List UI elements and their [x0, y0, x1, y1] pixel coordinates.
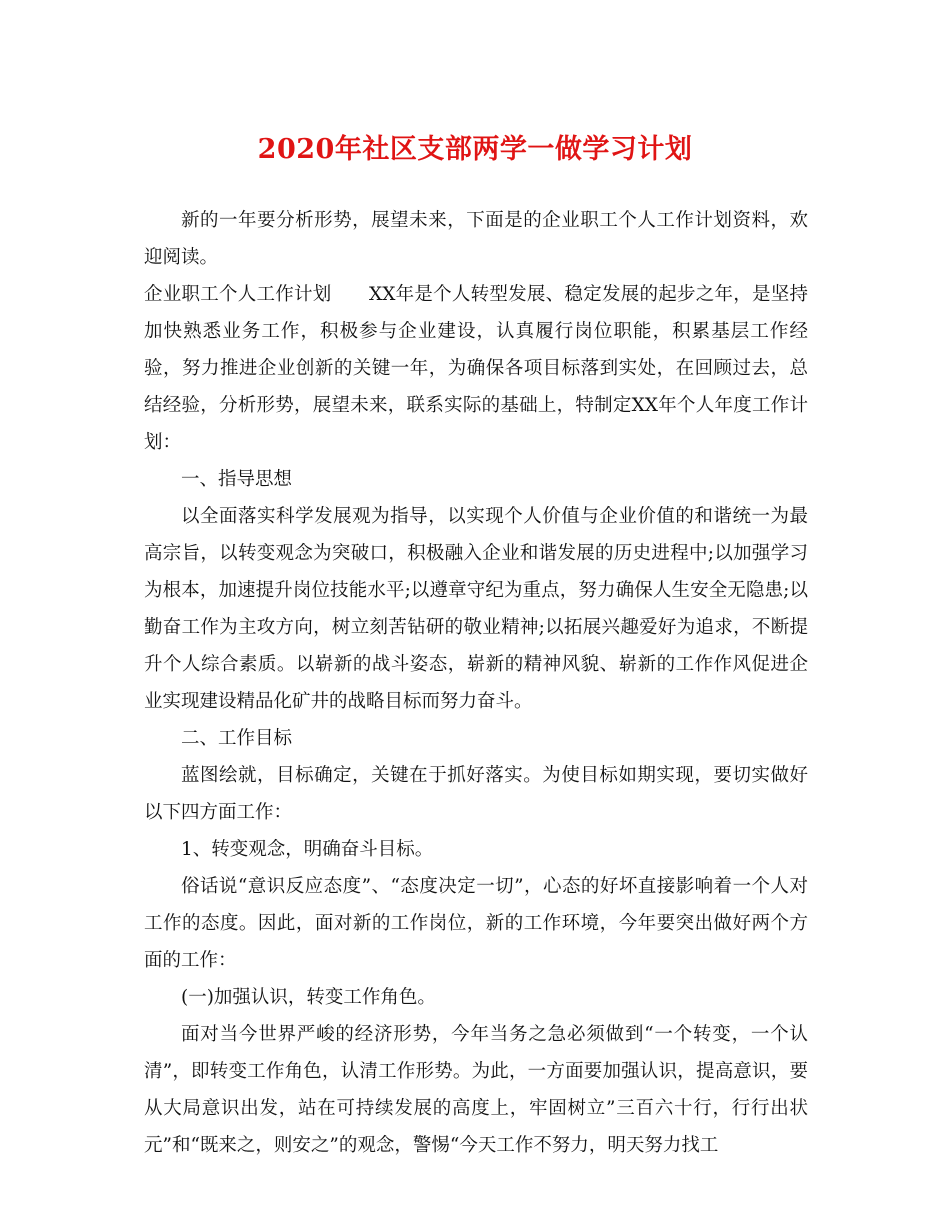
paragraph-economic-situation: 面对当今世界严峻的经济形势，今年当务之急必须做到“一个转变，一个认清”，即转变工作角色，认清工作形势。为此，一方面要加强认识，提高意识，要从大局意识出发，站在可持续发展的高度上，牢固树立”三百六十行，行行出状元”和“既来之，则安之”的观念，警惕“今天工作不努力，明天努力找工	[144, 1024, 808, 1156]
paragraph-guiding-thought: 以全面落实科学发展观为指导，以实现个人价值与企业价值的和谐统一为最高宗旨，以转变观念为突破口，积极融入企业和谐发展的历史进程中;以加强学习为根本，加速提升岗位技能水平;以遵章守纪为重点，努力确保人生安全无隐患;以勤奋工作为主攻方向，树立刻苦钻研的敬业精神;以拓展兴趣爱好为追求，不断提升个人综合素质。以崭新的战斗姿态，崭新的精神风貌、崭新的工作作风促进企业实现建设精品化矿井的战略目标而努力奋斗。	[144, 506, 808, 712]
subheading-change-concept: 1、转变观念，明确奋斗目标。	[181, 839, 434, 860]
subheading-strengthen-awareness: (一)加强认识，转变工作角色。	[181, 987, 436, 1008]
document-body	[144, 202, 808, 1164]
document-title: 2020年社区支部两学一做学习计划	[257, 134, 693, 165]
paragraph-attitude: 俗话说“意识反应态度”、“态度决定一切”，心态的好坏直接影响着一个人对工作的态度。因此，面对新的工作岗位，新的工作环境，今年要突出做好两个方面的工作：	[144, 876, 808, 971]
paragraph-work-goals: 蓝图绘就，目标确定，关键在于抓好落实。为使目标如期实现，要切实做好以下四方面工作：	[144, 765, 808, 823]
paragraph-intro: 新的一年要分析形势，展望未来，下面是的企业职工个人工作计划资料，欢迎阅读。	[144, 210, 808, 268]
section-heading-work-goals: 二、工作目标	[181, 728, 293, 749]
section-heading-guiding-thought: 一、指导思想	[181, 469, 293, 490]
paragraph-plan-overview: 企业职工个人工作计划 XX年是个人转型发展、稳定发展的起步之年，是坚持加快熟悉业务工作，积极参与企业建设，认真履行岗位职能，积累基层工作经验，努力推进企业创新的关键一年，为确保各项目标落到实处，在回顾过去，总结经验，分析形势，展望未来，联系实际的基础上，特制定XX年个人年度工作计划：	[144, 284, 808, 453]
